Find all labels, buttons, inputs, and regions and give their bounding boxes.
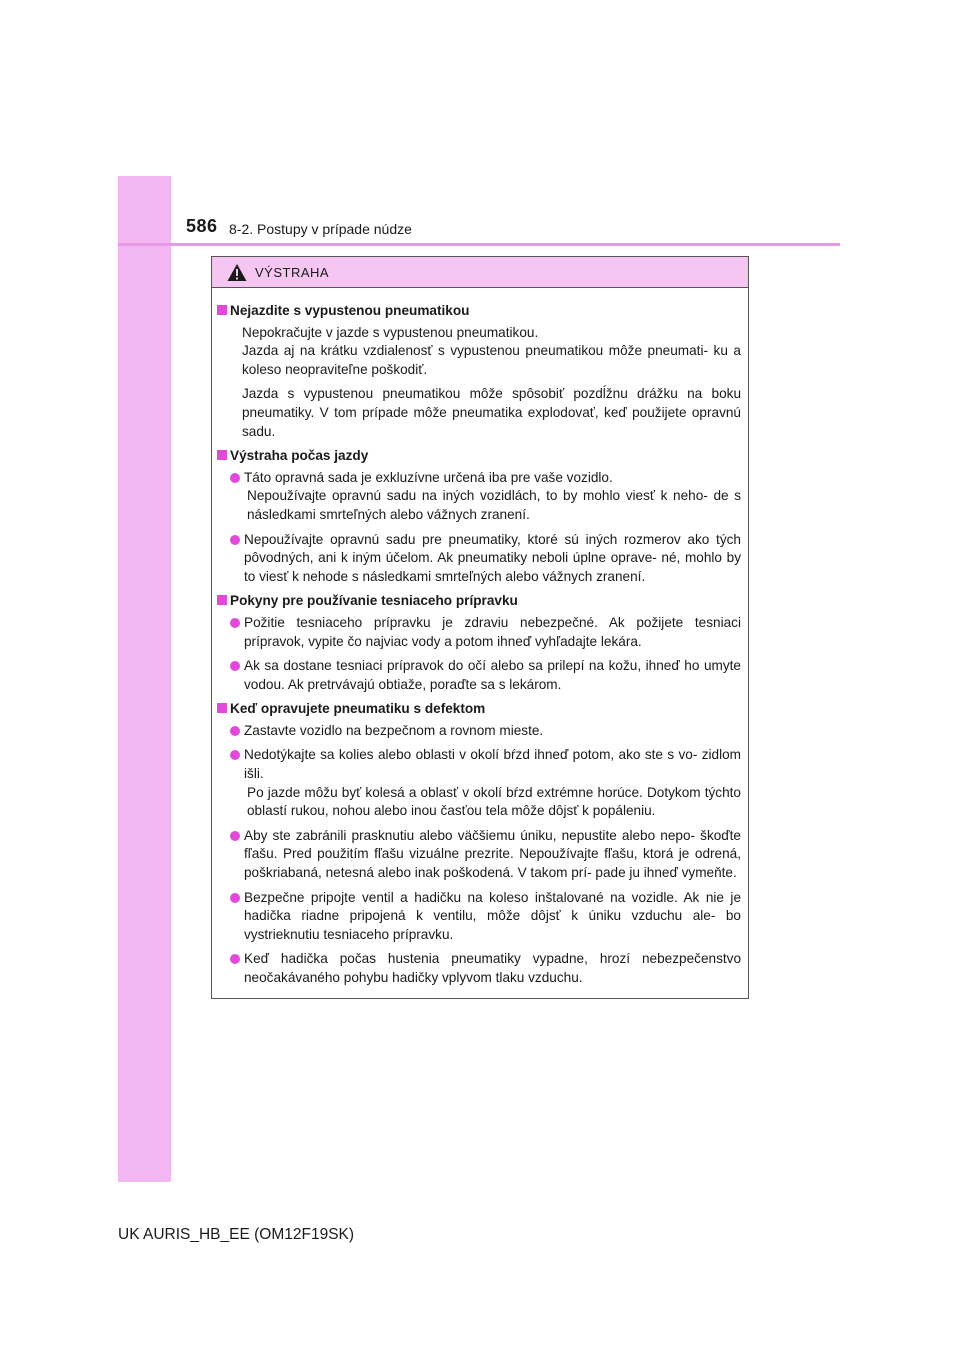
section-repairing xyxy=(217,700,741,987)
square-bullet-icon xyxy=(217,450,227,460)
round-bullet-icon xyxy=(230,750,240,760)
square-bullet-icon xyxy=(217,305,227,315)
paragraph: Nepokračujte v jazde s vypustenou pneumatikou. xyxy=(242,324,539,340)
paragraph: Jazda s vypustenou pneumatikou môže spôsobiť pozdĺžnu drážku na boku pneumatiky. V tom prípade môže pneumatika explodovať, keď použijete opravnú sadu. xyxy=(242,386,741,439)
list-item: Táto opravná sada je exkluzívne určená iba pre vaše vozidlo. xyxy=(217,469,741,488)
list-item: Zastavte vozidlo na bezpečnom a rovnom mieste. xyxy=(217,722,741,741)
warning-triangle-icon xyxy=(227,263,247,282)
round-bullet-icon xyxy=(230,893,240,903)
square-bullet-icon xyxy=(217,595,227,605)
list-item: Požitie tesniaceho prípravku je zdraviu nebezpečné. Ak požijete tesniaci prípravok, vypite čo najviac vody a potom ihneď vyhľadajte lekára. xyxy=(217,614,741,651)
square-bullet-icon xyxy=(217,703,227,713)
warning-box xyxy=(211,256,749,999)
list-item-continuation: Nepoužívajte opravnú sadu na iných vozidlách, to by mohlo viesť k neho- de s následkami smrteľných alebo vážnych zranení. xyxy=(247,488,741,522)
section-driving-warning xyxy=(217,447,741,586)
section-heading: Nejazdite s vypustenou pneumatikou xyxy=(230,303,470,318)
warning-body xyxy=(212,288,748,988)
section-heading: Keď opravujete pneumatiku s defektom xyxy=(230,701,486,717)
sidebar-tab xyxy=(118,176,171,1182)
section-heading: Pokyny pre používanie tesniaceho prípravku xyxy=(230,593,518,609)
round-bullet-icon xyxy=(230,661,240,671)
list-item: Bezpečne pripojte ventil a hadičku na koleso inštalované na vozidle. Ak nie je hadička riadne pripojená k ventilu, môže dôjsť k úniku vzduchu ale- bo vystrieknutiu tesniaceho prípravku. xyxy=(217,889,741,945)
round-bullet-icon xyxy=(230,726,240,736)
header-rule xyxy=(118,243,840,246)
list-item: Nedotýkajte sa kolies alebo oblasti v okolí bŕzd ihneď potom, ako ste s vo- zidlom išli. xyxy=(217,746,741,783)
round-bullet-icon xyxy=(230,954,240,964)
section-sealant xyxy=(217,592,741,694)
section-heading: Výstraha počas jazdy xyxy=(230,448,369,464)
section-flat-tire xyxy=(217,302,741,441)
round-bullet-icon xyxy=(230,831,240,841)
list-item: Nepoužívajte opravnú sadu pre pneumatiky, ktoré sú iných rozmerov ako tých pôvodných, ani k iným účelom. Ak pneumatiky neboli úplne oprave- né, mohlo by to viesť k nehode s následkami smrteľných alebo vážnych zranení. xyxy=(217,531,741,587)
round-bullet-icon xyxy=(230,473,240,483)
round-bullet-icon xyxy=(230,618,240,628)
list-item: Ak sa dostane tesniaci prípravok do očí alebo sa prilepí na kožu, ihneď ho umyte vodou. Ak pretrvávajú obtiaže, poraďte sa s lekárom. xyxy=(217,657,741,694)
warning-header xyxy=(212,257,748,288)
page-number: 586 xyxy=(186,216,218,236)
list-item-continuation: Po jazde môžu byť kolesá a oblasť v okolí bŕzd extrémne horúce. Dotykom týchto oblastí rukou, nohou alebo inou časťou tela môže dôjsť k popáleniu. xyxy=(247,784,741,819)
list-item: Aby ste zabránili prasknutiu alebo väčšiemu úniku, nepustite alebo nepo- škoďte fľašu. Pred použitím fľašu vizuálne prezrite. Nepoužívajte fľašu, ktorá je odrená, poškriabaná, netesná alebo inak poškodená. V takom prí- pade ju ihneď vymeňte. xyxy=(217,827,741,883)
paragraph: Jazda aj na krátku vzdialenosť s vypustenou pneumatikou môže pneumati- ku a koleso neopraviteľne poškodiť. xyxy=(242,343,741,377)
warning-label: VÝSTRAHA xyxy=(255,264,330,280)
round-bullet-icon xyxy=(230,535,240,545)
footer-model-code: UK AURIS_HB_EE (OM12F19SK) xyxy=(118,1226,355,1243)
section-title: 8-2. Postupy v prípade núdze xyxy=(229,221,412,237)
list-item: Keď hadička počas hustenia pneumatiky vypadne, hrozí nebezpečenstvo neočakávaného pohybu hadičky vplyvom tlaku vzduchu. xyxy=(217,950,741,987)
